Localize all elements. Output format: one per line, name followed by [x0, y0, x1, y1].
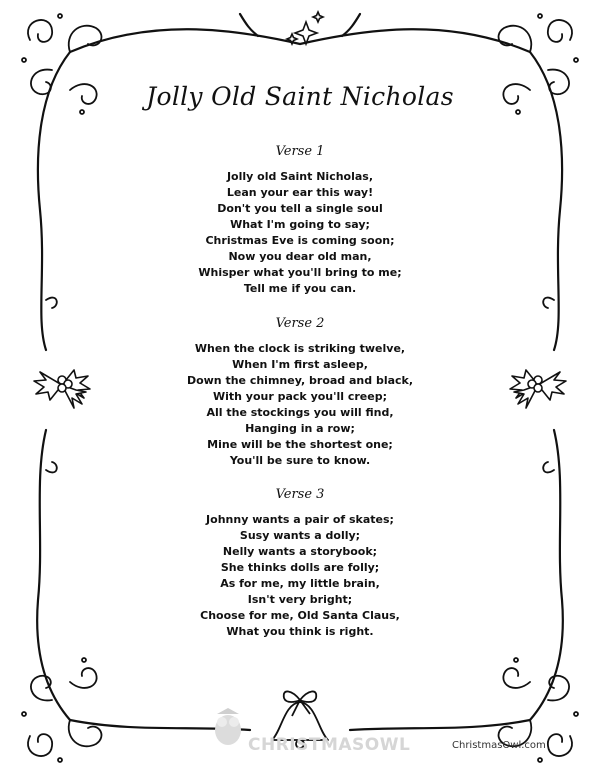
verse-heading: Verse 2 [275, 316, 325, 331]
lyric-line: Johnny wants a pair of skates; [206, 513, 394, 526]
lyric-line: Don't you tell a single soul [217, 202, 383, 215]
lyric-line: Nelly wants a storybook; [222, 545, 378, 558]
lyric-line: All the stockings you will find, [206, 406, 394, 419]
lyric-line: As for me, my little brain, [220, 577, 380, 590]
lyric-line: Christmas Eve is coming soon; [205, 234, 395, 247]
verse-heading: Verse 3 [275, 487, 325, 502]
verse-1 [0, 144, 600, 297]
lyric-line: What you think is right. [226, 625, 374, 638]
owl-logo-icon [211, 706, 245, 746]
watermark-logo: CHRISTMASOWL [248, 735, 411, 755]
site-url: ChristmasOwl.com [452, 740, 546, 751]
lyric-line: Choose for me, Old Santa Claus, [200, 609, 400, 622]
lyric-line: Susy wants a dolly; [239, 529, 361, 542]
lyric-line: With your pack you'll creep; [212, 390, 388, 403]
verse-heading: Verse 1 [275, 144, 325, 159]
lyric-line: Now you dear old man, [228, 250, 372, 263]
lyric-line: Hanging in a row; [245, 422, 355, 435]
lyric-line: What I'm going to say; [230, 218, 370, 231]
lyric-line: When the clock is striking twelve, [194, 342, 406, 355]
song-title: Jolly Old Saint Nicholas [146, 82, 454, 111]
lyric-line: She thinks dolls are folly; [220, 561, 380, 574]
lyric-line: Whisper what you'll bring to me; [198, 266, 402, 279]
lyric-line: When I'm first asleep, [232, 358, 368, 371]
lyric-line: Jolly old Saint Nicholas, [226, 170, 374, 183]
verse-3 [0, 487, 600, 640]
lyric-line: You'll be sure to know. [229, 454, 371, 467]
lyric-line: Mine will be the shortest one; [207, 438, 393, 451]
verse-2 [0, 316, 600, 469]
lyric-line: Tell me if you can. [243, 282, 357, 295]
lyric-line: Isn't very bright; [247, 593, 353, 606]
lyric-line: Lean your ear this way! [226, 186, 374, 199]
lyric-line: Down the chimney, broad and black, [186, 374, 414, 387]
